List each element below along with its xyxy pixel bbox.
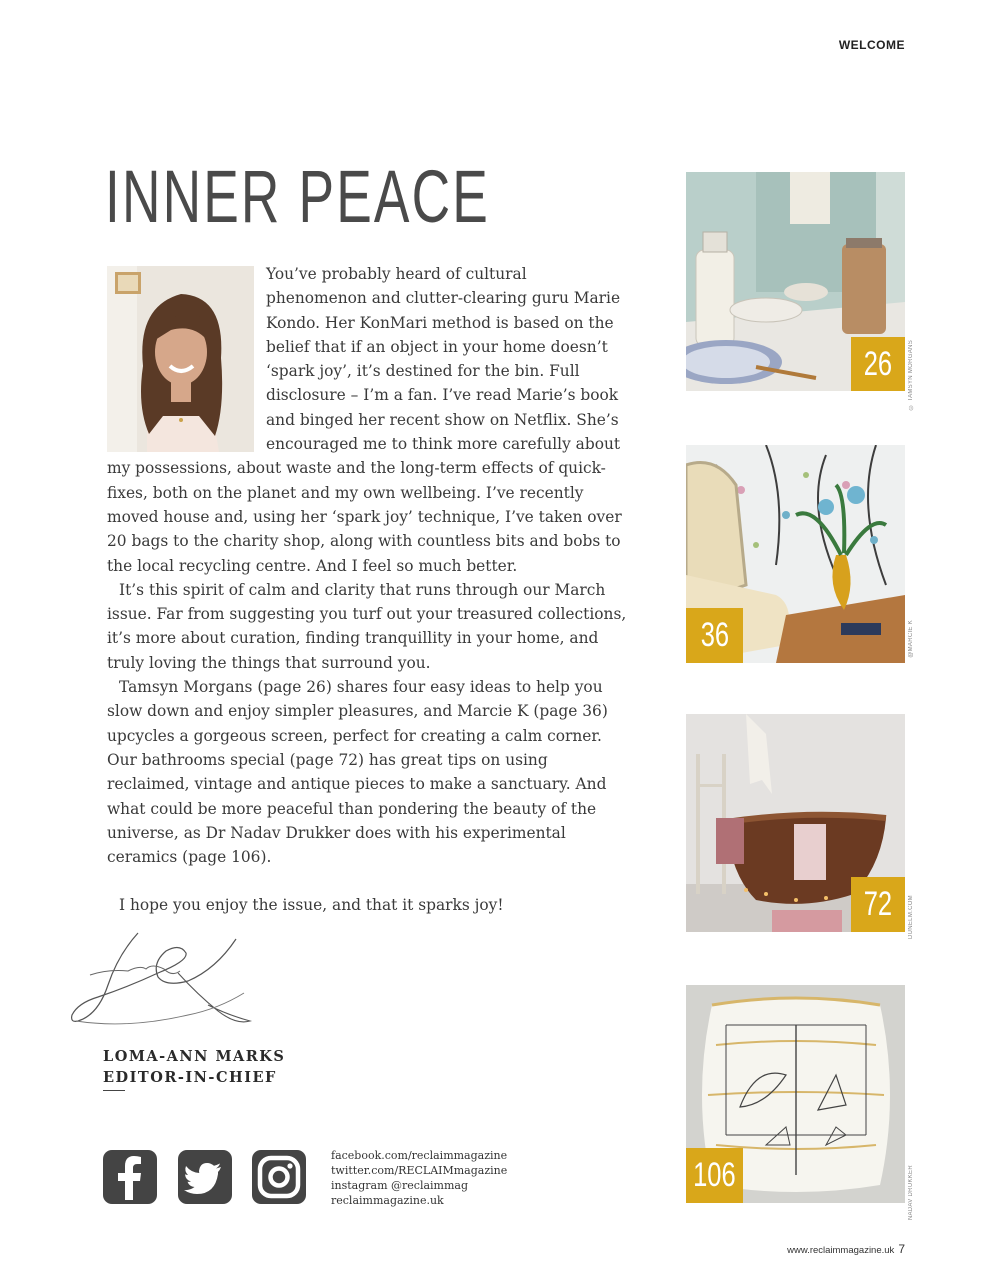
- photo-credit: DUNELM.COM: [908, 895, 914, 940]
- page-badge: 36: [686, 608, 743, 663]
- page-number: 7: [898, 1242, 905, 1256]
- page-badge: 106: [686, 1148, 743, 1203]
- editor-role: EDITOR-IN-CHIEF: [103, 1069, 277, 1086]
- page-footer: [787, 1242, 905, 1256]
- photo-credit: © TAMSYN MORGANS: [908, 340, 914, 410]
- preview-page-72[interactable]: [686, 714, 905, 932]
- paragraph-2: It’s this spirit of calm and clarity that runs through our March issue. Far from suggesting you turf out your treasured collections, it’s more about curation, finding tranquillity in your home, and truly loving the things that surround you.: [107, 580, 627, 672]
- twitter-link[interactable]: twitter.com/RECLAIMmagazine: [331, 1164, 508, 1177]
- twitter-icon[interactable]: [178, 1150, 232, 1204]
- preview-page-36[interactable]: [686, 445, 905, 663]
- editor-portrait: [107, 266, 254, 452]
- footer-url[interactable]: www.reclaimmagazine.uk: [787, 1245, 895, 1256]
- page-title: INNER PEACE: [105, 155, 490, 238]
- page-badge: 26: [851, 337, 905, 391]
- instagram-link[interactable]: instagram @reclaimmag: [331, 1179, 468, 1192]
- page-badge: 72: [851, 877, 905, 932]
- paragraph-1: You’ve probably heard of cultural phenomenon and clutter-clearing guru Marie Kondo. Her KonMari method is based on the belief that if an object in your home doesn’t ‘spark joy’, it’s destined for the bin. Full disclosure – I’m a fan. I’ve read Marie’s book and binged her recent show on Netflix. She’s encouraged me to think more carefully about my possessions, about waste and the long-term effects of quick-fixes, both on the planet and my own wellbeing. I’ve recently moved house and, using her ‘spark joy’ technique, I’ve taken over 20 bags to the charity shop, along with countless bits and bobs to the local recycling centre. And I feel so much better.: [107, 265, 622, 575]
- paragraph-3: Tamsyn Morgans (page 26) shares four easy ideas to help you slow down and enjoy simpler pleasures, and Marcie K (page 36) upcycles a gorgeous screen, perfect for creating a calm corner. Our bathrooms special (page 72) has great tips on using reclaimed, vintage and antique pieces to make a sanctuary. And what could be more peaceful than pondering the beauty of the universe, as Dr Nadav Drukker does with his experimental ceramics (page 106).: [107, 678, 608, 867]
- facebook-link[interactable]: facebook.com/reclaimmagazine: [331, 1149, 508, 1162]
- preview-page-26[interactable]: [686, 172, 905, 391]
- article-body: [107, 262, 627, 918]
- paragraph-4: I hope you enjoy the issue, and that it sparks joy!: [119, 896, 504, 915]
- section-label: WELCOME: [838, 38, 905, 52]
- signoff: [103, 1046, 285, 1088]
- editor-signature: [68, 925, 258, 1035]
- social-links: [331, 1148, 507, 1208]
- signoff-rule: [103, 1090, 125, 1091]
- instagram-icon[interactable]: [252, 1150, 306, 1204]
- facebook-icon[interactable]: [103, 1150, 157, 1204]
- photo-credit: @MARCIE K: [908, 620, 914, 658]
- website-link[interactable]: reclaimmagazine.uk: [331, 1194, 444, 1207]
- photo-credit: NADAV DRUKKER: [908, 1165, 914, 1221]
- preview-page-106[interactable]: [686, 985, 905, 1203]
- editor-name: LOMA-ANN MARKS: [103, 1048, 286, 1065]
